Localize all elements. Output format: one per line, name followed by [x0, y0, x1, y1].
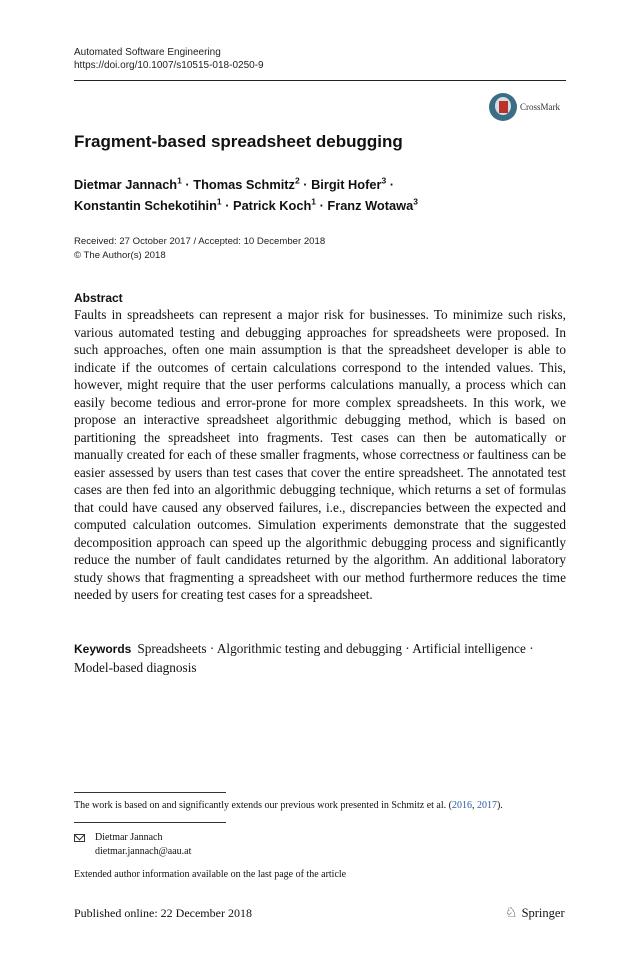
publisher-logo[interactable] — [505, 905, 565, 922]
author-name[interactable]: Patrick Koch — [233, 197, 312, 213]
author-separator: · — [389, 177, 395, 192]
crossmark-icon — [489, 93, 517, 121]
contact-name: Dietmar Jannach — [95, 832, 163, 843]
envelope-icon — [74, 834, 85, 842]
author-name[interactable]: Franz Wotawa — [327, 197, 414, 213]
author-name[interactable]: Thomas Schmitz — [193, 177, 295, 192]
author-name[interactable]: Konstantin Schekotihin — [74, 197, 217, 213]
journal-name: Automated Software Engineering — [74, 47, 221, 58]
contact-email[interactable]: dietmar.jannach@aau.at — [95, 846, 192, 857]
author-name[interactable]: Dietmar Jannach — [74, 177, 178, 192]
footnote-suffix: ). — [496, 800, 503, 811]
publisher-name: Springer — [521, 906, 565, 920]
crossmark-button[interactable] — [489, 93, 560, 121]
abstract-body: Faults in spreadsheets can represent a major risk for businesses. To minimize such risks, various automated testing and debugging approaches for spreadsheets were proposed. In such approaches, often one main assumption is that the spreadsheet developer is able to indicate if the outcomes of certain calculations correspond to the intended values. This, however, might require that the user performs calculations manually, a process which can easily become tedious and error-prone for more complex spreadsheets. In this work, we propose an interactive spreadsheet algorithmic debugging method, which is based on partitioning the spreadsheet into fragments. Test cases can then be automatically or manually created for each of these smaller fragments, whose correctness or faultiness can be easier assessed by users than test cases that cover the entire spreadsheet. The annotated test cases are then fed into an algorithmic debugging technique, which returns a set of formulas that could have caused any observed failures, i.e., discrepancies between the expected and computed calculation outcomes. Simulation experiments demonstrate that the suggested decomposition approach can speed up the algorithmic debugging process and significantly reduce the number of fault candidates returned by the algorithm. An additional laboratory study shows that fragmenting a spreadsheet with our method furthermore reduces the time needed by users for creating test cases for a spreadsheet. — [74, 307, 566, 602]
author-list — [74, 175, 418, 216]
article-dates — [74, 235, 325, 263]
copyright: © The Author(s) 2018 — [74, 250, 166, 261]
keywords-list: Spreadsheets · Algorithmic testing and debugging · Artificial intelligence · Model-based diagnosis — [74, 641, 534, 675]
footnote — [74, 800, 503, 811]
author-separator: · — [319, 197, 324, 213]
journal-header — [74, 47, 264, 72]
doi-link[interactable]: https://doi.org/10.1007/s10515-018-0250-9 — [74, 59, 264, 71]
footnote-rule — [74, 792, 226, 793]
author-line-2 — [74, 196, 418, 217]
citation-link[interactable]: 2016 — [451, 800, 472, 811]
header-rule — [74, 80, 566, 81]
footnote-text: The work is based on and significantly extends our previous work presented in Schmitz et al. ( — [74, 800, 452, 811]
footnote-rule — [74, 822, 226, 823]
published-date: Published online: 22 December 2018 — [74, 906, 252, 920]
abstract-heading: Abstract — [74, 291, 123, 305]
citation-separator: , — [471, 800, 477, 811]
keywords-label: Keywords — [74, 642, 132, 656]
contact-row — [74, 831, 191, 845]
author-affiliation: 1 — [216, 196, 222, 207]
springer-horse-icon: ♘ — [505, 906, 518, 921]
author-affiliation: 3 — [413, 196, 418, 207]
author-affiliation: 1 — [311, 196, 316, 207]
author-line-1 — [74, 175, 418, 196]
author-affiliation: 3 — [381, 175, 387, 186]
received-accepted: Received: 27 October 2017 / Accepted: 10 December 2018 — [74, 236, 326, 247]
author-name[interactable]: Birgit Hofer — [311, 177, 382, 192]
corresponding-author — [74, 831, 191, 859]
author-separator: · — [225, 197, 230, 213]
keywords — [74, 640, 566, 676]
author-affiliation: 2 — [294, 175, 300, 186]
crossmark-label: CrossMark — [520, 102, 560, 112]
author-separator: · — [185, 177, 190, 192]
author-separator: · — [303, 177, 308, 192]
citation-link[interactable]: 2017 — [476, 800, 497, 811]
article-title: Fragment-based spreadsheet debugging — [74, 132, 403, 151]
author-affiliation: 1 — [177, 175, 182, 186]
extended-info: Extended author information available on the last page of the article — [74, 869, 347, 880]
